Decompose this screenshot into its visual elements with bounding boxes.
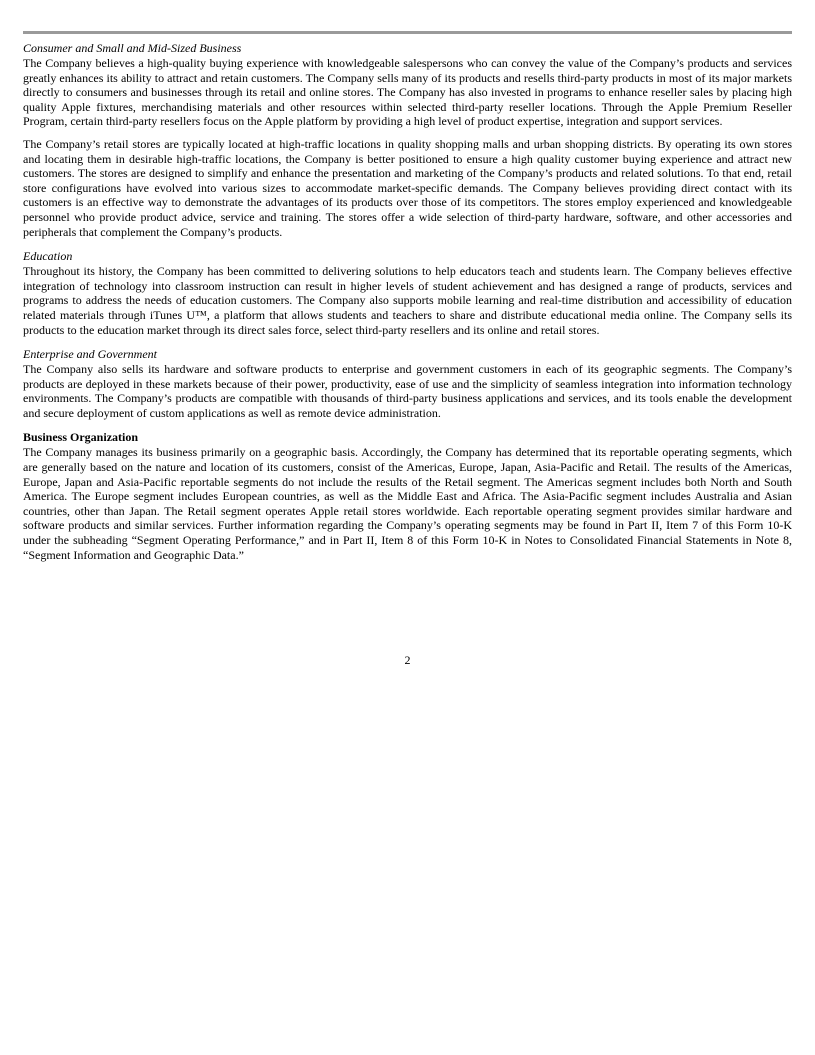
page-number: 2: [404, 653, 411, 667]
section-business-organization: [23, 430, 792, 562]
paragraph-consumer-2: The Company’s retail stores are typically located at high-traffic locations in quality shopping malls and urban shopping districts. By operating its own stores and locating them in desirable high-traffic locations, the Company is better positioned to ensure a high quality customer buying experience and attract new customers. The stores are designed to simplify and enhance the presentation and marketing of the Company’s products and related solutions. To that end, retail store configurations have evolved into various sizes to accommodate market-specific demands. The Company believes providing direct contact with its customers is an effective way to demonstrate the advantages of its products over those of its competitors. The stores employ experienced and knowledgeable personnel who provide product advice, service and training. The stores offer a wide selection of third-party hardware, software, and other accessories and peripherals that complement the Company’s products.: [23, 136, 792, 239]
top-rule: [23, 31, 792, 34]
paragraph-enterprise-1: The Company also sells its hardware and software products to enterprise and government customers in each of its geographic segments. The Company’s products are deployed in these markets because of their power, productivity, ease of use and the simplicity of seamless integration into information technology environments. The Company’s products are compatible with thousands of third-party business applications and services, and its tools enable the development and secure deployment of custom applications as well as remote device administration.: [23, 362, 792, 420]
paragraph-business-organization-1: The Company manages its business primarily on a geographic basis. Accordingly, the Company has determined that its reportable operating segments, which are generally based on the nature and location of its customers, consist of the Americas, Europe, Japan, Asia-Pacific and Retail. The results of the Americas, Europe, Japan and Asia-Pacific reportable segments do not include the results of the Retail segment. The Americas segment includes both North and South America. The Europe segment includes European countries, as well as the Middle East and Africa. The Asia-Pacific segment includes Australia and Asian countries, other than Japan. The Retail segment operates Apple retail stores worldwide. Each reportable operating segment provides similar hardware and software products and similar services. Further information regarding the Company’s operating segments may be found in Part II, Item 7 of this Form 10-K under the subheading “Segment Operating Performance,” and in Part II, Item 8 of this Form 10-K in Notes to Consolidated Financial Statements in Note 8, “Segment Information and Geographic Data.”: [23, 445, 792, 562]
section-heading-consumer: Consumer and Small and Mid-Sized Business: [23, 41, 242, 55]
section-enterprise: [23, 347, 792, 420]
document-body: [23, 41, 792, 562]
section-heading-education: Education: [23, 249, 73, 264]
section-heading-enterprise: Enterprise and Government: [23, 347, 157, 362]
section-consumer: [23, 41, 792, 239]
section-heading-business-organization: Business Organization: [23, 430, 139, 445]
paragraph-consumer-1: The Company believes a high-quality buying experience with knowledgeable salespersons who can convey the value of the Company’s products and services greatly enhances its ability to attract and retain customers. The Company sells many of its products and resells third-party products in most of its major markets directly to consumers and businesses through its retail and online stores. The Company has also invested in programs to enhance reseller sales by placing high quality Apple fixtures, merchandising materials and other resources within selected third-party reseller locations. Through the Apple Premium Reseller Program, certain third-party resellers focus on the Apple platform by providing a high level of product expertise, integration and support services.: [23, 56, 792, 129]
paragraph-education-1: Throughout its history, the Company has been committed to delivering solutions to help educators teach and students learn. The Company believes effective integration of technology into classroom instruction can result in higher levels of student achievement and has designed a range of products, services and programs to address the needs of education customers. The Company also supports mobile learning and real-time distribution and accessibility of education related materials through iTunes U™, a platform that allows students and teachers to share and distribute educational media online. The Company sells its products to the education market through its direct sales force, select third-party resellers and its online and retail stores.: [23, 264, 792, 337]
section-education: [23, 249, 792, 337]
